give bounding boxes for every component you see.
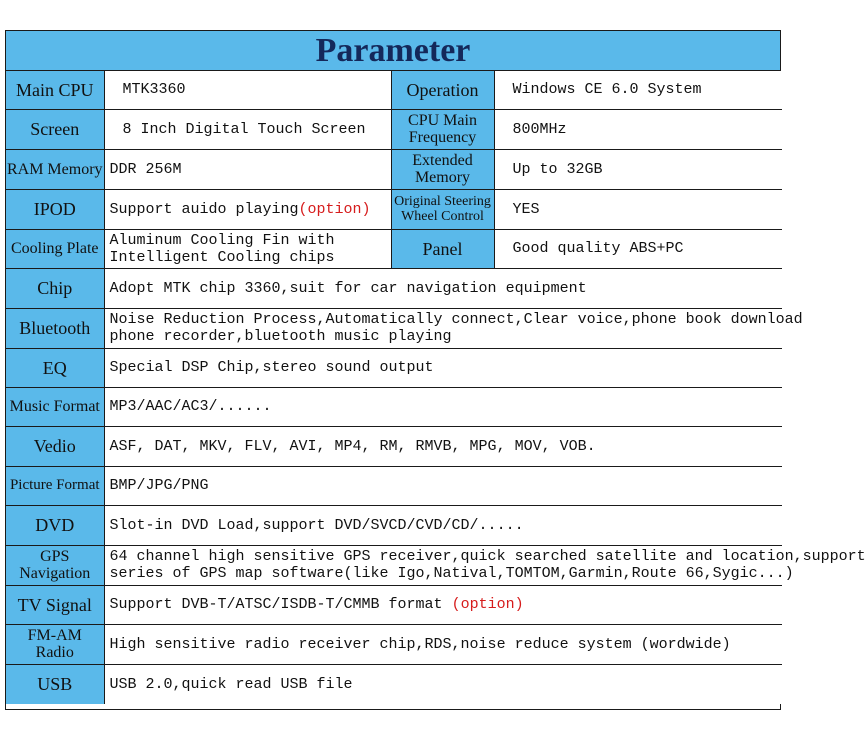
option-note: (option) xyxy=(451,596,524,613)
value-screen: 8 Inch Digital Touch Screen xyxy=(104,109,391,149)
value-line: Noise Reduction Process,Automatically connect,Clear voice,phone book download xyxy=(109,311,803,328)
value-steering-wheel: YES xyxy=(494,189,782,229)
table-row xyxy=(6,545,782,585)
label-ram-memory: RAM Memory xyxy=(6,149,104,189)
value-line: 64 channel high sensitive GPS receiver,quick searched satellite and location,support xyxy=(109,548,866,565)
value-extended-memory: Up to 32GB xyxy=(494,149,782,189)
value-ipod xyxy=(104,189,391,229)
value-bluetooth xyxy=(104,308,803,348)
value-gps-navigation xyxy=(104,545,866,585)
table-row xyxy=(6,268,782,308)
parameter-table xyxy=(5,30,866,710)
value-video: ASF, DAT, MKV, FLV, AVI, MP4, RM, RMVB, MPG, MOV, VOB. xyxy=(104,426,782,466)
option-note: (option) xyxy=(298,200,371,218)
label-line: CPU Main xyxy=(408,112,477,129)
label-ipod: IPOD xyxy=(6,189,104,229)
value-line: Aluminum Cooling Fin with xyxy=(109,231,335,249)
label-line: FM-AM xyxy=(27,627,82,644)
value-line: series of GPS map software(like Igo,Natival,TOMTOM,Garmin,Route 66,Sygic...) xyxy=(109,565,794,582)
label-bluetooth: Bluetooth xyxy=(6,308,104,348)
value-text: Support DVB-T/ATSC/ISDB-T/CMMB format xyxy=(109,596,452,613)
value-fm-am-radio: High sensitive radio receiver chip,RDS,noise reduce system (wordwide) xyxy=(104,624,782,664)
table-row xyxy=(6,585,782,624)
table-row xyxy=(6,466,782,505)
value-tv-signal xyxy=(104,585,782,624)
table-row xyxy=(6,189,782,229)
table-row xyxy=(6,664,782,704)
value-eq: Special DSP Chip,stereo sound output xyxy=(104,348,782,387)
label-cooling-plate: Cooling Plate xyxy=(6,229,104,268)
label-picture-format: Picture Format xyxy=(6,466,104,505)
value-picture-format: BMP/JPG/PNG xyxy=(104,466,782,505)
label-cpu-frequency xyxy=(391,109,494,149)
value-ram-memory: DDR 256M xyxy=(104,149,391,189)
label-fm-am-radio xyxy=(6,624,104,664)
table-row xyxy=(6,71,782,109)
table-row xyxy=(6,149,782,189)
table-row xyxy=(6,505,782,545)
label-gps-navigation xyxy=(6,545,104,585)
table-row xyxy=(6,624,782,664)
label-tv-signal: TV Signal xyxy=(6,585,104,624)
label-video: Vedio xyxy=(6,426,104,466)
table-row xyxy=(6,109,782,149)
label-chip: Chip xyxy=(6,268,104,308)
label-main-cpu: Main CPU xyxy=(6,71,104,109)
value-operation: Windows CE 6.0 System xyxy=(494,71,782,109)
label-line: Extended xyxy=(412,152,473,169)
label-panel: Panel xyxy=(391,229,494,268)
label-line: GPS xyxy=(40,548,70,565)
table-row xyxy=(6,308,782,348)
page-title: Parameter xyxy=(6,31,780,71)
label-screen: Screen xyxy=(6,109,104,149)
value-cpu-frequency: 800MHz xyxy=(494,109,782,149)
label-line: Radio xyxy=(35,644,74,661)
value-usb: USB 2.0,quick read USB file xyxy=(104,664,782,704)
label-music-format: Music Format xyxy=(6,387,104,426)
table-row xyxy=(6,348,782,387)
value-chip: Adopt MTK chip 3360,suit for car navigation equipment xyxy=(104,268,782,308)
label-line: Memory xyxy=(414,169,471,186)
label-extended-memory xyxy=(391,149,494,189)
label-steering-wheel xyxy=(391,189,494,229)
value-line: Intelligent Cooling chips xyxy=(109,248,335,266)
label-usb: USB xyxy=(6,664,104,704)
table-row xyxy=(6,229,782,268)
label-dvd: DVD xyxy=(6,505,104,545)
label-line: Original Steering xyxy=(394,194,491,209)
value-panel: Good quality ABS+PC xyxy=(494,229,782,268)
label-line: Navigation xyxy=(19,565,91,582)
value-cooling-plate xyxy=(104,229,391,268)
value-main-cpu: MTK3360 xyxy=(104,71,391,109)
value-line: phone recorder,bluetooth music playing xyxy=(109,328,452,345)
label-line: Wheel Control xyxy=(401,209,484,224)
table-row xyxy=(6,387,782,426)
value-music-format: MP3/AAC/AC3/...... xyxy=(104,387,782,426)
value-dvd: Slot-in DVD Load,support DVD/SVCD/CVD/CD/..... xyxy=(104,505,782,545)
table-row xyxy=(6,426,782,466)
label-operation: Operation xyxy=(391,71,494,109)
label-eq: EQ xyxy=(6,348,104,387)
spec-table xyxy=(6,71,866,704)
value-text: Support auido playing xyxy=(109,200,299,218)
label-line: Frequency xyxy=(408,129,477,146)
